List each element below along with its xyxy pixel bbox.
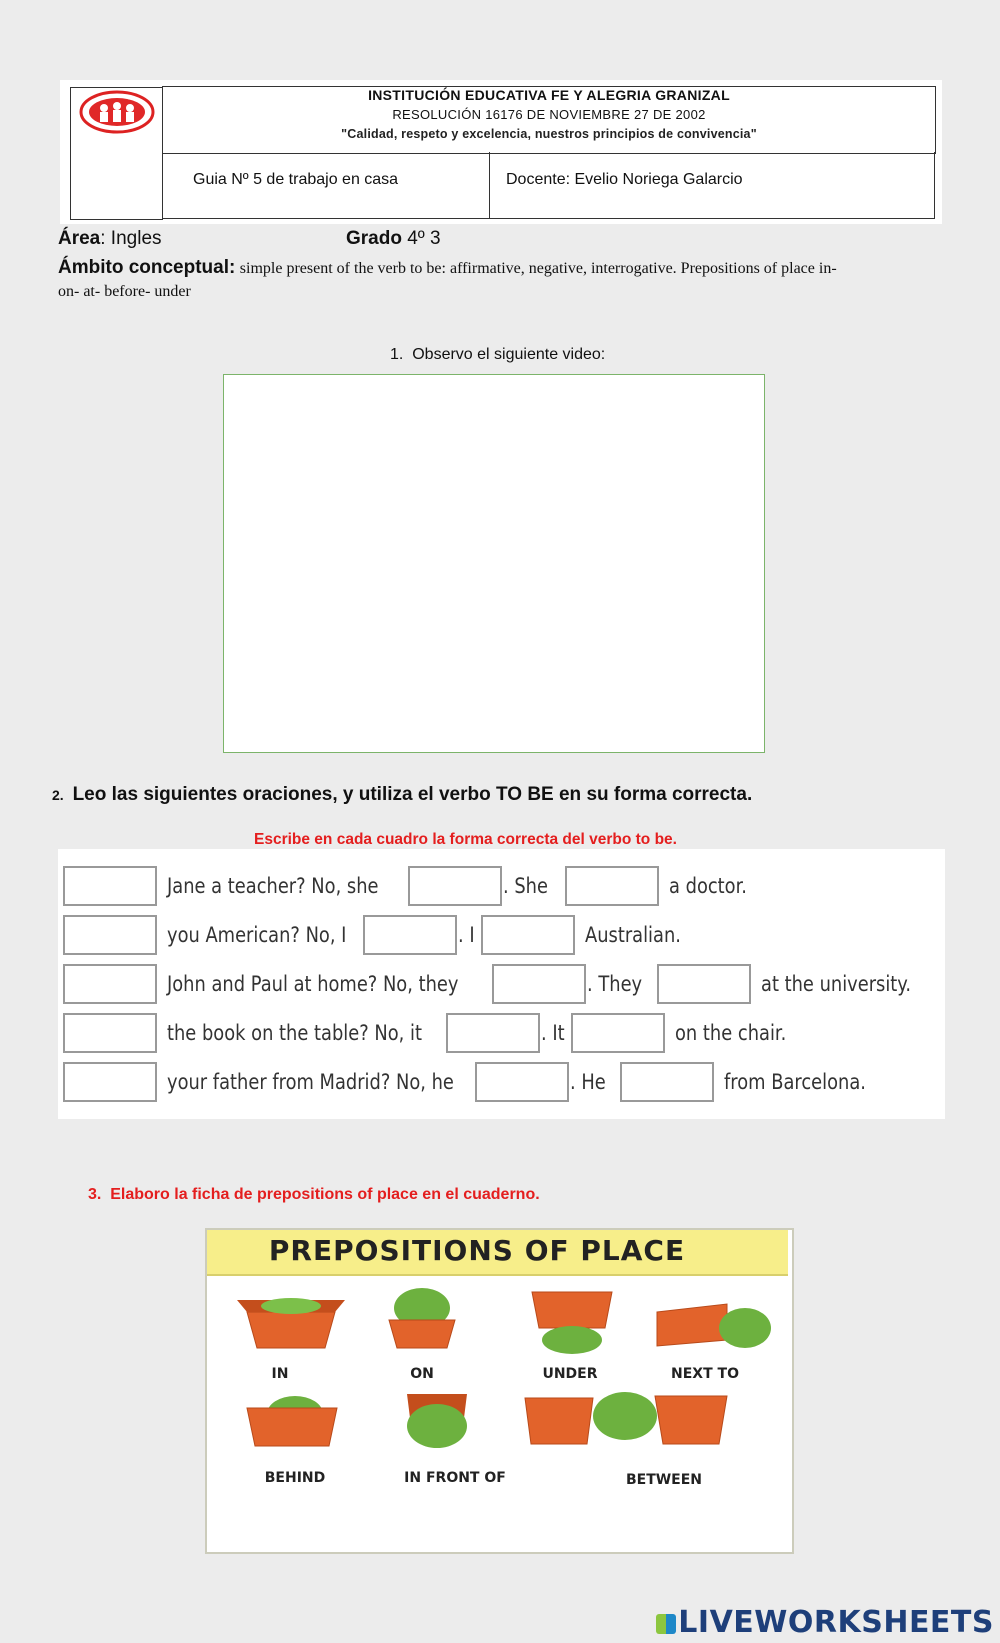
label-on: ON bbox=[410, 1366, 434, 1382]
answer-box[interactable] bbox=[475, 1062, 569, 1102]
q1-heading bbox=[390, 346, 605, 364]
label-in-front-of: IN FRONT OF bbox=[404, 1470, 506, 1486]
brand-text: LIVEWORKSHEETS bbox=[678, 1605, 994, 1640]
poster-title: PREPOSITIONS OF PLACE bbox=[268, 1234, 686, 1267]
teacher-label: Docente: Evelio Noriega Galarcio bbox=[506, 171, 743, 188]
concept-value-2: on- at- before- under bbox=[58, 283, 191, 300]
guide-cell bbox=[162, 152, 490, 219]
answer-box[interactable] bbox=[63, 1062, 157, 1102]
label-between: BETWEEN bbox=[625, 1472, 703, 1488]
box-next-to-icon bbox=[657, 1304, 771, 1348]
exercise-row-4 bbox=[63, 1013, 943, 1057]
exercise-row-5 bbox=[63, 1062, 943, 1106]
video-placeholder[interactable] bbox=[223, 374, 765, 753]
q2-text: Leo las siguientes oraciones, y utiliza el verbo TO BE en su forma correcta. bbox=[72, 784, 753, 805]
row-text-a: Jane a teacher? No, she bbox=[167, 874, 379, 898]
grade-value: 4º 3 bbox=[401, 228, 441, 249]
row-text-c: Australian. bbox=[585, 923, 681, 947]
institution-name: INSTITUCIÓN EDUCATIVA FE Y ALEGRIA GRANIZAL bbox=[368, 87, 730, 103]
answer-box[interactable] bbox=[657, 964, 751, 1004]
box-behind-icon bbox=[247, 1396, 337, 1446]
label-behind: BEHIND bbox=[264, 1470, 326, 1486]
row-text-c: on the chair. bbox=[675, 1021, 787, 1045]
row-text-a: you American? No, I bbox=[167, 923, 347, 947]
row-text-b: . They bbox=[587, 972, 643, 996]
school-logo-icon bbox=[71, 88, 163, 219]
q2-heading bbox=[52, 784, 752, 806]
exercise-row-1 bbox=[63, 866, 943, 910]
resolution: RESOLUCIÓN 16176 DE NOVIEMBRE 27 DE 2002 bbox=[392, 107, 706, 122]
area-value: : Ingles bbox=[100, 228, 162, 249]
box-under-icon bbox=[532, 1292, 612, 1354]
box-in-icon bbox=[237, 1298, 345, 1348]
concept-line bbox=[58, 257, 948, 279]
answer-box[interactable] bbox=[63, 866, 157, 906]
area-label: Área bbox=[58, 228, 101, 249]
row-text-a: John and Paul at home? No, they bbox=[167, 972, 459, 996]
exercise-row-3 bbox=[63, 964, 943, 1008]
concept-value: simple present of the verb to be: affirmative, negative, interrogative. Prepositions of place in- bbox=[239, 260, 837, 277]
box-between-icon bbox=[525, 1392, 727, 1444]
row-text-a: your father from Madrid? No, he bbox=[167, 1070, 454, 1094]
q2-instruction: Escribe en cada cuadro la forma correcta del verbo to be. bbox=[254, 831, 677, 848]
answer-box[interactable] bbox=[363, 915, 457, 955]
brand-icon bbox=[656, 1614, 676, 1634]
box-on-icon bbox=[389, 1288, 455, 1348]
answer-box[interactable] bbox=[446, 1013, 540, 1053]
row-text-b: . He bbox=[570, 1070, 606, 1094]
q3-text: Elaboro la ficha de prepositions of place en el cuaderno. bbox=[110, 1186, 540, 1203]
row-text-b: . I bbox=[458, 923, 475, 947]
teacher-cell bbox=[489, 152, 935, 219]
answer-box[interactable] bbox=[481, 915, 575, 955]
answer-box[interactable] bbox=[620, 1062, 714, 1102]
q2-number: 2. bbox=[52, 787, 64, 803]
row-text-b: . It bbox=[541, 1021, 565, 1045]
grade-label: Grado bbox=[346, 228, 402, 249]
row-text-c: at the university. bbox=[761, 972, 912, 996]
label-in: IN bbox=[271, 1366, 289, 1382]
box-in-front-of-icon bbox=[407, 1394, 467, 1448]
grade-line bbox=[346, 228, 441, 250]
answer-box[interactable] bbox=[571, 1013, 665, 1053]
answer-box[interactable] bbox=[408, 866, 502, 906]
row-text-a: the book on the table? No, it bbox=[167, 1021, 422, 1045]
exercise-row-2 bbox=[63, 915, 943, 959]
guide-label: Guia Nº 5 de trabajo en casa bbox=[193, 171, 399, 188]
q3-number: 3. bbox=[88, 1186, 102, 1203]
label-under: UNDER bbox=[542, 1366, 598, 1382]
q3-heading bbox=[88, 1186, 540, 1204]
answer-box[interactable] bbox=[63, 915, 157, 955]
answer-box[interactable] bbox=[63, 964, 157, 1004]
answer-box[interactable] bbox=[565, 866, 659, 906]
concept-label: Ámbito conceptual: bbox=[58, 257, 236, 278]
liveworksheets-brand[interactable] bbox=[656, 1605, 994, 1640]
q1-text: Observo el siguiente video: bbox=[412, 346, 606, 363]
motto: "Calidad, respeto y excelencia, nuestros principios de convivencia" bbox=[341, 127, 757, 141]
row-text-c: a doctor. bbox=[669, 874, 747, 898]
answer-box[interactable] bbox=[63, 1013, 157, 1053]
area-line bbox=[58, 228, 162, 250]
prepositions-illustration bbox=[207, 1276, 788, 1548]
answer-box[interactable] bbox=[492, 964, 586, 1004]
row-text-b: . She bbox=[503, 874, 548, 898]
logo-cell bbox=[70, 87, 163, 220]
label-next-to: NEXT TO bbox=[671, 1366, 739, 1382]
institution-cell bbox=[162, 86, 936, 154]
row-text-c: from Barcelona. bbox=[724, 1070, 866, 1094]
q1-number: 1. bbox=[390, 346, 404, 363]
